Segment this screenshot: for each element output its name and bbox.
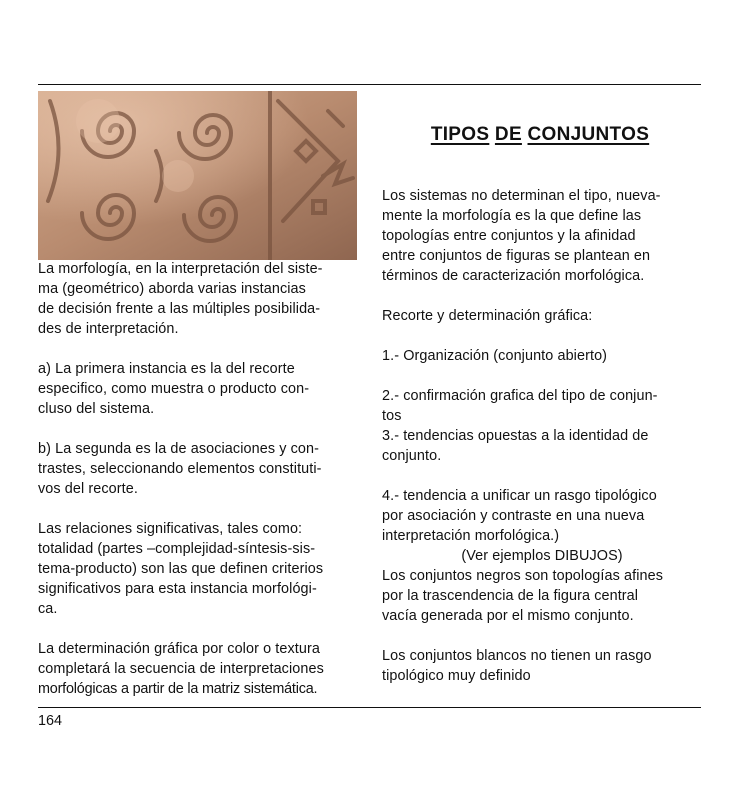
text-line: totalidad (partes –complejidad-síntesis-sis-	[38, 541, 316, 557]
text-line: conjunto.	[382, 448, 442, 464]
header-rule	[38, 84, 701, 85]
text-line: La determinación gráfica por color o textura	[38, 641, 320, 657]
right-paragraph-4	[382, 386, 702, 466]
text-line: Los conjuntos blancos no tienen un rasgo	[382, 648, 652, 664]
text-line: mente la morfología es la que define las	[382, 208, 642, 224]
text-line: a) La primera instancia es la del recorte	[38, 361, 295, 377]
footer-rule	[38, 707, 701, 708]
text-line: cluso del sistema.	[38, 401, 155, 417]
text-line: vacía generada por el mismo conjunto.	[382, 608, 634, 624]
left-paragraph-5	[38, 639, 360, 699]
text-line: vos del recorte.	[38, 481, 138, 497]
text-line: ca.	[38, 601, 58, 617]
examples-note: (Ver ejemplos DIBUJOS)	[461, 548, 623, 564]
text-line: especifico, como muestra o producto con-	[38, 381, 310, 397]
right-paragraph-2: Recorte y determinación gráfica:	[382, 308, 593, 324]
text-line: tos	[382, 408, 402, 424]
text-line: 3.- tendencias opuestas a la identidad de	[382, 428, 649, 444]
left-column	[38, 259, 360, 699]
right-paragraph-3: 1.- Organización (conjunto abierto)	[382, 348, 608, 364]
text-line: Los conjuntos negros son topologías afines	[382, 568, 664, 584]
left-paragraph-4	[38, 519, 360, 619]
left-paragraph-3	[38, 439, 360, 499]
text-line: significativos para esta instancia morfológi-	[38, 581, 317, 597]
text-line: 2.- confirmación grafica del tipo de conjun-	[382, 388, 658, 404]
text-line: completará la secuencia de interpretaciones	[38, 661, 324, 677]
stone-relief-photo	[38, 91, 357, 260]
text-line: por asociación y contraste en una nueva	[382, 508, 645, 524]
text-line: ma (geométrico) aborda varias instancias	[38, 281, 306, 297]
page-number: 164	[38, 713, 63, 729]
text-line: trastes, seleccionando elementos constituti-	[38, 461, 322, 477]
text-line: tema-producto) son las que definen criterios	[38, 561, 324, 577]
section-title	[380, 124, 700, 146]
title-word: DE	[494, 124, 522, 145]
text-line: La morfología, en la interpretación del siste-	[38, 261, 323, 277]
text-line: topologías entre conjuntos y la afinidad	[382, 228, 636, 244]
text-line: b) La segunda es la de asociaciones y con-	[38, 441, 319, 457]
title-word: CONJUNTOS	[527, 124, 650, 145]
text-line: 4.- tendencia a unificar un rasgo tipológico	[382, 488, 657, 504]
text-line: tipológico muy definido	[382, 668, 531, 684]
right-paragraph-7	[382, 646, 702, 686]
text-line: interpretación morfológica.)	[382, 528, 560, 544]
right-column	[382, 186, 702, 686]
left-paragraph-2	[38, 359, 360, 419]
right-paragraph-6	[382, 566, 702, 626]
text-line: entre conjuntos de figuras se plantean en	[382, 248, 651, 264]
text-line: Las relaciones significativas, tales como:	[38, 521, 303, 537]
text-line: morfológicas a partir de la matriz sistemática.	[38, 681, 318, 697]
text-line: des de interpretación.	[38, 321, 179, 337]
text-line: Los sistemas no determinan el tipo, nueva-	[382, 188, 661, 204]
right-paragraph-1	[382, 186, 702, 286]
right-paragraph-5	[382, 486, 702, 566]
title-word: TIPOS	[430, 124, 490, 145]
left-paragraph-1	[38, 259, 360, 339]
text-line: términos de caracterización morfológica.	[382, 268, 645, 284]
text-line: de decisión frente a las múltiples posibilida-	[38, 301, 321, 317]
text-line: por la trascendencia de la figura central	[382, 588, 639, 604]
